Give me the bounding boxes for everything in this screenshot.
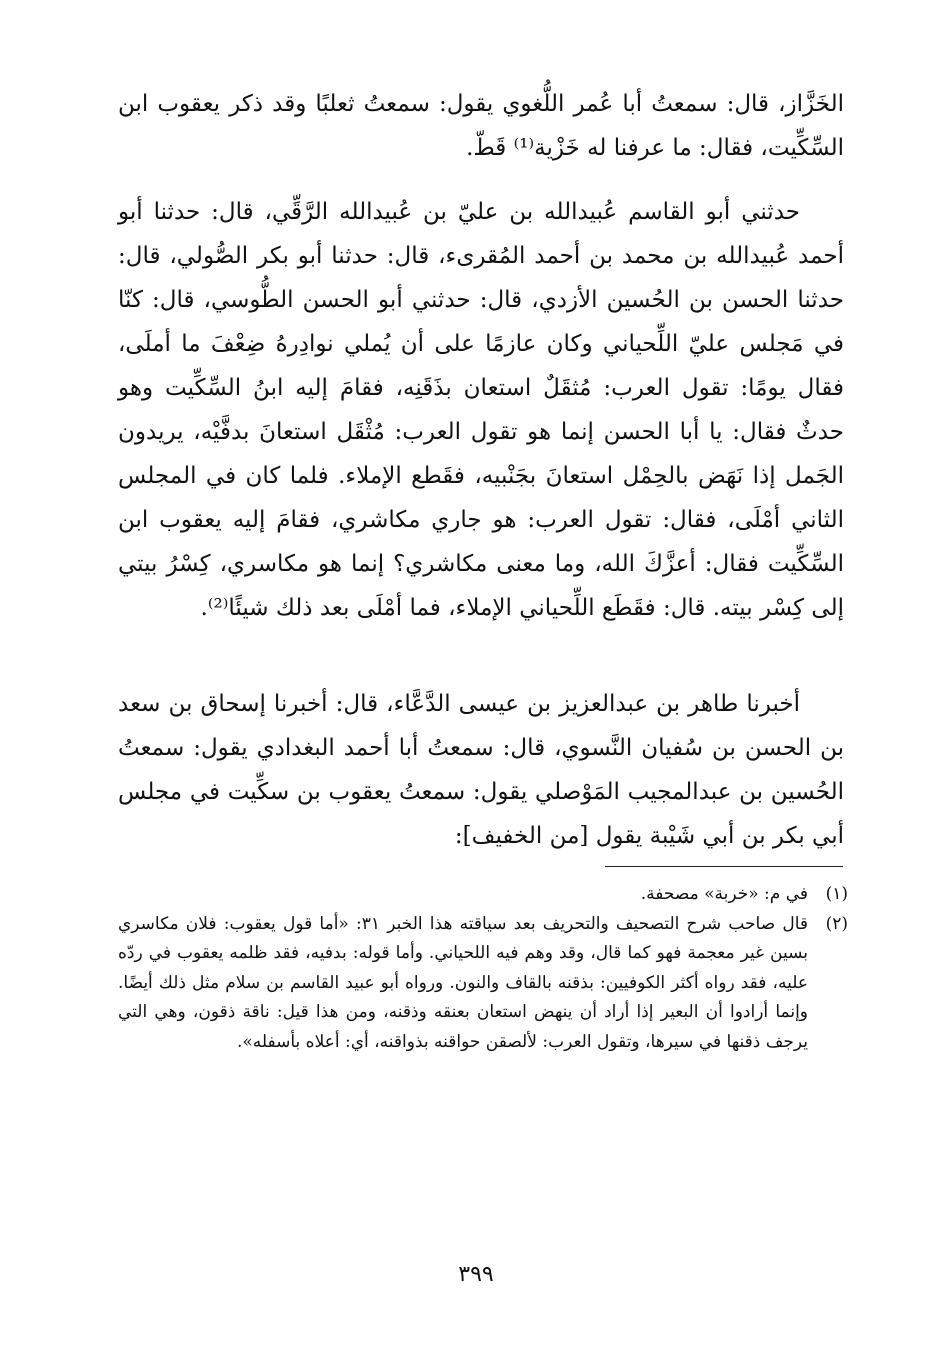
footnote-2-text: قال صاحب شرح التصحيف والتحريف بعد سياقته هذا الخبر ٣١: «أما قول يعقوب: فلان مكاسري بسين غير معجمة فهو كما قال، وقد وهم فيه اللحياني. وأما قوله: بدفيه، فقد ظلمه يعقوب في ردّه عليه، فقد رواه أكثر الكوفيين: بذقنه بالقاف والنون. ورواه أبو عبيد القاسم بن سلام مثل ذلك أيضًا. وإنما أرادوا أن البعير إذا أراد أن ينهض استعان بعنقه وذقنه، ومن هذا قيل: ناقة ذقون، وهي التي يرجف ذقنها في سيرها، وتقول العرب: لألصقن حواقنه بذواقنه، أي: أعلاه بأسفله».	[118, 913, 808, 1052]
footnote-1-text: في م: «خربة» مصحفة.	[640, 884, 808, 904]
paragraph-2-text: حدثني أبو القاسم عُبيدالله بن عليّ بن عُبيدالله الرَّقِّي، قال: حدثنا أبو أحمد عُبيدالله بن محمد بن أحمد المُقرىء، قال: حدثنا أبو بكر الصُّولي، قال: حدثنا الحسن بن الحُسين الأزدي، قال: حدثني أبو الحسن الطُّوسي، قال: كنّا في مَجلس عليّ اللِّحياني وكان عازمًا على أن يُملي نوادِرهُ ضِعْفَ ما أملَى، فقال يومًا: تقول العرب: مُثقَلٌ استعان بذَقَنِه، فقامَ إليه ابنُ السِّكِّيت وهو حدثٌ فقال: يا أبا الحسن إنما هو تقول العرب: مُثْقَل استعانَ بدفَّيْه، يريدون الجَمل إذا نَهَض بالحِمْل استعانَ بجَنْبيه، فقَطع الإملاء. فلما كان في المجلس الثاني أمْلَى، فقال: تقول العرب: هو جاري مكاشري، فقامَ إليه يعقوب ابن السِّكِّيت فقال: أعزَّكَ الله، وما معنى مكاشري؟ إنما هو مكاسري، كِسْرُ بيتي إلى كِسْر بيته. قال: فقَطَع اللِّحياني الإملاء، فما أمْلَى بعد ذلك شيئًا⁽²⁾.	[118, 199, 844, 621]
paragraph-lihyani-story	[118, 190, 844, 630]
paragraph-3-text: أخبرنا طاهر بن عبدالعزيز بن عيسى الدَّعَّاء، قال: أخبرنا إسحاق بن سعد بن الحسن بن سُفيان النَّسوي، قال: سمعتُ أبا أحمد البغدادي يقول: سمعتُ الحُسين بن عبدالمجيب المَوْصلي يقول: سمعتُ يعقوب بن سكِّيت في مجلس أبي بكر بن أبي شَيْبة يقول [من الخفيف]:	[118, 691, 844, 849]
footnote-1	[118, 880, 848, 910]
footnotes	[118, 880, 848, 1057]
footnote-separator	[605, 866, 843, 867]
footnote-2	[118, 910, 848, 1058]
paragraph-continuation	[118, 82, 844, 170]
page-number: ٣٩٩	[458, 1262, 494, 1287]
paragraph-isnad	[118, 682, 844, 858]
paragraph-1-text: الخَزَّاز، قال: سمعتُ أبا عُمر اللُّغوي يقول: سمعتُ ثعلبًا وقد ذكر يعقوب ابن السِّكِّيت، فقال: ما عرفنا له خَزْية⁽¹⁾ قَطّ.	[118, 91, 844, 161]
footnote-1-number: (١)	[825, 884, 848, 904]
footnote-2-number: (٢)	[825, 913, 848, 934]
